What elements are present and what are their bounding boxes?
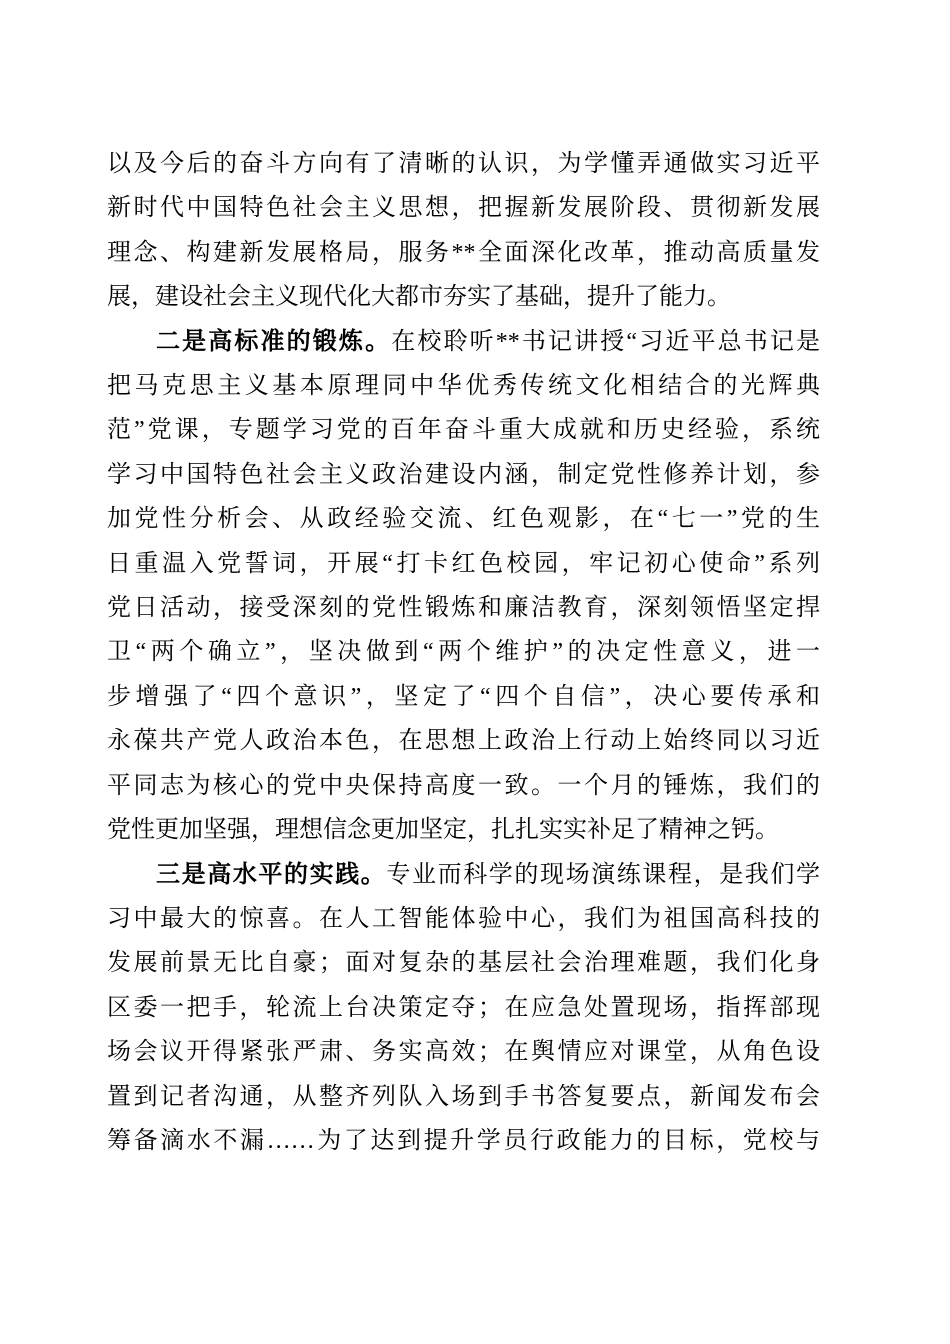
text-line: 展，建设社会主义现代化大都市夯实了基础，提升了能力。: [107, 284, 731, 311]
text-line: 场会议开得紧张严肃、务实高效；在舆情应对课堂，从角色设: [107, 1039, 820, 1066]
text-line: 党日活动，接受深刻的党性锻炼和廉洁教育，深刻领悟坚定捍: [107, 595, 820, 622]
text-line: 学习中国特色社会主义政治建设内涵，制定党性修养计划，参: [107, 461, 820, 488]
text-run: 在校聆听**书记讲授“习近平总书记是: [391, 328, 820, 355]
text-line: 以及今后的奋斗方向有了清晰的认识，为学懂弄通做实习近平: [107, 151, 820, 177]
text-line: 区委一把手，轮流上台决策定夺；在应急处置现场，指挥部现: [107, 994, 820, 1021]
text-line: 筹备滴水不漏……为了达到提升学员行政能力的目标，党校与: [107, 1127, 820, 1154]
text-line: 步增强了“四个意识”，坚定了“四个自信”，决心要传承和: [107, 683, 820, 710]
text-line: 卫“两个确立”，坚决做到“两个维护”的决定性意义，进一: [107, 639, 820, 666]
paragraph-lead-bold: 三是高水平的实践。: [156, 861, 387, 888]
text-line: 把马克思主义基本原理同中华优秀传统文化相结合的光辉典: [107, 373, 820, 400]
text-line: 新时代中国特色社会主义思想，把握新发展阶段、贯彻新发展: [107, 195, 820, 222]
text-line: 范”党课，专题学习党的百年奋斗重大成就和历史经验，系统: [107, 417, 820, 444]
text-line: [107, 320, 820, 364]
text-line: 永葆共产党人政治本色，在思想上政治上行动上始终同以习近: [107, 728, 820, 755]
text-line: 加党性分析会、从政经验交流、红色观影，在“七一”党的生: [107, 506, 820, 533]
text-line: 理念、构建新发展格局，服务**全面深化改革，推动高质量发: [107, 239, 820, 266]
paragraph-lead-bold: 二是高标准的锻炼。: [156, 328, 392, 355]
text-line: 日重温入党誓词，开展“打卡红色校园，牢记初心使命”系列: [107, 550, 820, 577]
text-run: 专业而科学的现场演练课程，是我们学: [386, 861, 821, 888]
text-line: 平同志为核心的党中央保持高度一致。一个月的锤炼，我们的: [107, 772, 820, 799]
text-line: 发展前景无比自豪；面对复杂的基层社会治理难题，我们化身: [107, 950, 820, 977]
text-line: 置到记者沟通，从整齐列队入场到手书答复要点，新闻发布会: [107, 1083, 820, 1110]
text-line: 习中最大的惊喜。在人工智能体验中心，我们为祖国高科技的: [107, 905, 820, 932]
document-body: [107, 142, 820, 1163]
text-line: 党性更加坚强，理想信念更加坚定，扎扎实实补足了精神之钙。: [107, 817, 779, 844]
text-line: [107, 853, 820, 897]
